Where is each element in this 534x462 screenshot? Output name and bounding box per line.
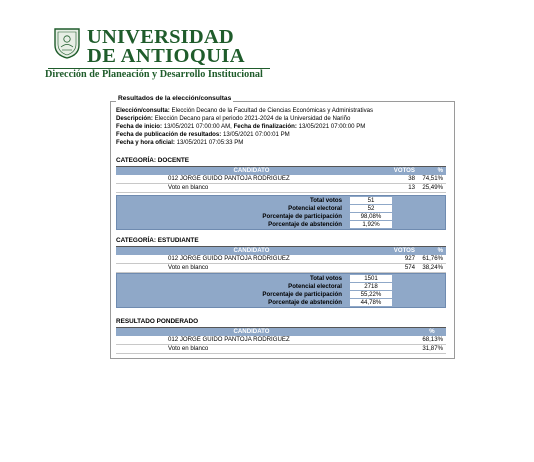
candidate-name: Voto en blanco [116,184,387,193]
summary-label: Potencial electoral [288,283,342,290]
summary-row [117,275,447,283]
ponderado-table [116,328,446,354]
candidate-votes: 927 [387,255,418,264]
info-oficial [116,139,243,147]
summary-row [117,291,447,299]
table-row [116,184,446,193]
table-row [116,345,446,354]
col-votos: VOTOS [387,167,418,175]
table-row [116,264,446,273]
table-header [116,167,446,175]
summary-value: 52 [350,205,392,212]
candidate-votes: 38 [387,175,418,184]
col-votos: VOTOS [387,247,418,255]
col-candidato: CANDIDATO [116,167,387,175]
summary-value: 98,08% [350,213,392,220]
oficial-label: Fecha y hora oficial: [116,139,175,146]
inicio-value: 13/05/2021 07:00:00 AM, [163,123,232,130]
summary-label: Porcentaje de abstención [268,221,342,228]
candidate-name: 012 JORGE GUIDO PANTOJA RODRIGUEZ [116,175,387,184]
info-descripcion [116,115,350,123]
info-publicacion [116,131,290,139]
col-candidato: CANDIDATO [116,328,387,336]
candidate-pct: 68,13% [418,336,446,345]
summary-row [117,299,447,307]
summary-row [117,197,447,205]
docente-summary [116,195,446,230]
estudiante-summary [116,273,446,308]
university-seal-icon [52,27,82,59]
table-row [116,175,446,184]
candidate-pct: 38,24% [418,264,446,273]
table-row [116,255,446,264]
university-name-line1: UNIVERSIDAD [87,26,234,48]
estudiante-table [116,247,446,273]
category-docente-title: CATEGORÍA: DOCENTE [116,157,190,164]
candidate-pct: 25,49% [418,184,446,193]
summary-row [117,205,447,213]
summary-label: Porcentaje de participación [262,213,342,220]
candidate-votes: 574 [387,264,418,273]
consulta-value: Elección Decano de la Facultad de Ciencias Económicas y Administrativas [171,107,374,114]
summary-value: 1501 [350,275,392,282]
candidate-name: Voto en blanco [116,264,387,273]
table-header [116,247,446,255]
summary-label: Potencial electoral [288,205,342,212]
summary-row [117,213,447,221]
summary-label: Total votos [309,197,342,204]
table-row [116,336,446,345]
summary-value: 2718 [350,283,392,290]
summary-value: 1,92% [350,221,392,228]
candidate-pct: 31,87% [418,345,446,354]
inicio-label: Fecha de inicio: [116,123,163,130]
fin-value: 13/05/2021 07:00:00 PM [298,123,366,130]
department-subtitle: Dirección de Planeación y Desarrollo Institucional [45,69,263,80]
docente-table [116,167,446,193]
col-pct: % [418,167,446,175]
candidate-pct: 74,51% [418,175,446,184]
summary-label: Total votos [309,275,342,282]
candidate-name: 012 JORGE GUIDO PANTOJA RODRIGUEZ [116,336,387,345]
oficial-value: 13/05/2021 07:05:33 PM [176,139,244,146]
category-estudiante-title: CATEGORÍA: ESTUDIANTE [116,237,199,244]
candidate-votes: 13 [387,184,418,193]
candidate-name: Voto en blanco [116,345,387,354]
publicacion-label: Fecha de publicación de resultados: [116,131,222,138]
info-consulta [116,107,373,115]
col-candidato: CANDIDATO [116,247,387,255]
summary-label: Porcentaje de participación [262,291,342,298]
descripcion-value: Elección Decano para el periodo 2021-2024 de la Universidad de Nariño [154,115,351,122]
descripcion-label: Descripción: [116,115,153,122]
summary-value: 51 [350,197,392,204]
candidate-pct: 61,76% [418,255,446,264]
panel-legend: Resultados de la elección/consultas [118,95,232,102]
fin-label: Fecha de finalización: [233,123,297,130]
university-name-line2: DE ANTIOQUIA [87,45,246,67]
info-fechas [116,123,365,131]
table-header [116,328,446,336]
summary-value: 44,78% [350,299,392,306]
summary-row [117,221,447,229]
col-pct: % [418,328,446,336]
summary-label: Porcentaje de abstención [268,299,342,306]
weighted-result-title: RESULTADO PONDERADO [116,318,199,325]
summary-row [117,283,447,291]
publicacion-value: 13/05/2021 07:00:01 PM [223,131,290,138]
summary-value: 55,22% [350,291,392,298]
candidate-name: 012 JORGE GUIDO PANTOJA RODRIGUEZ [116,255,387,264]
consulta-label: Elección/consulta: [116,107,170,114]
col-pct: % [418,247,446,255]
